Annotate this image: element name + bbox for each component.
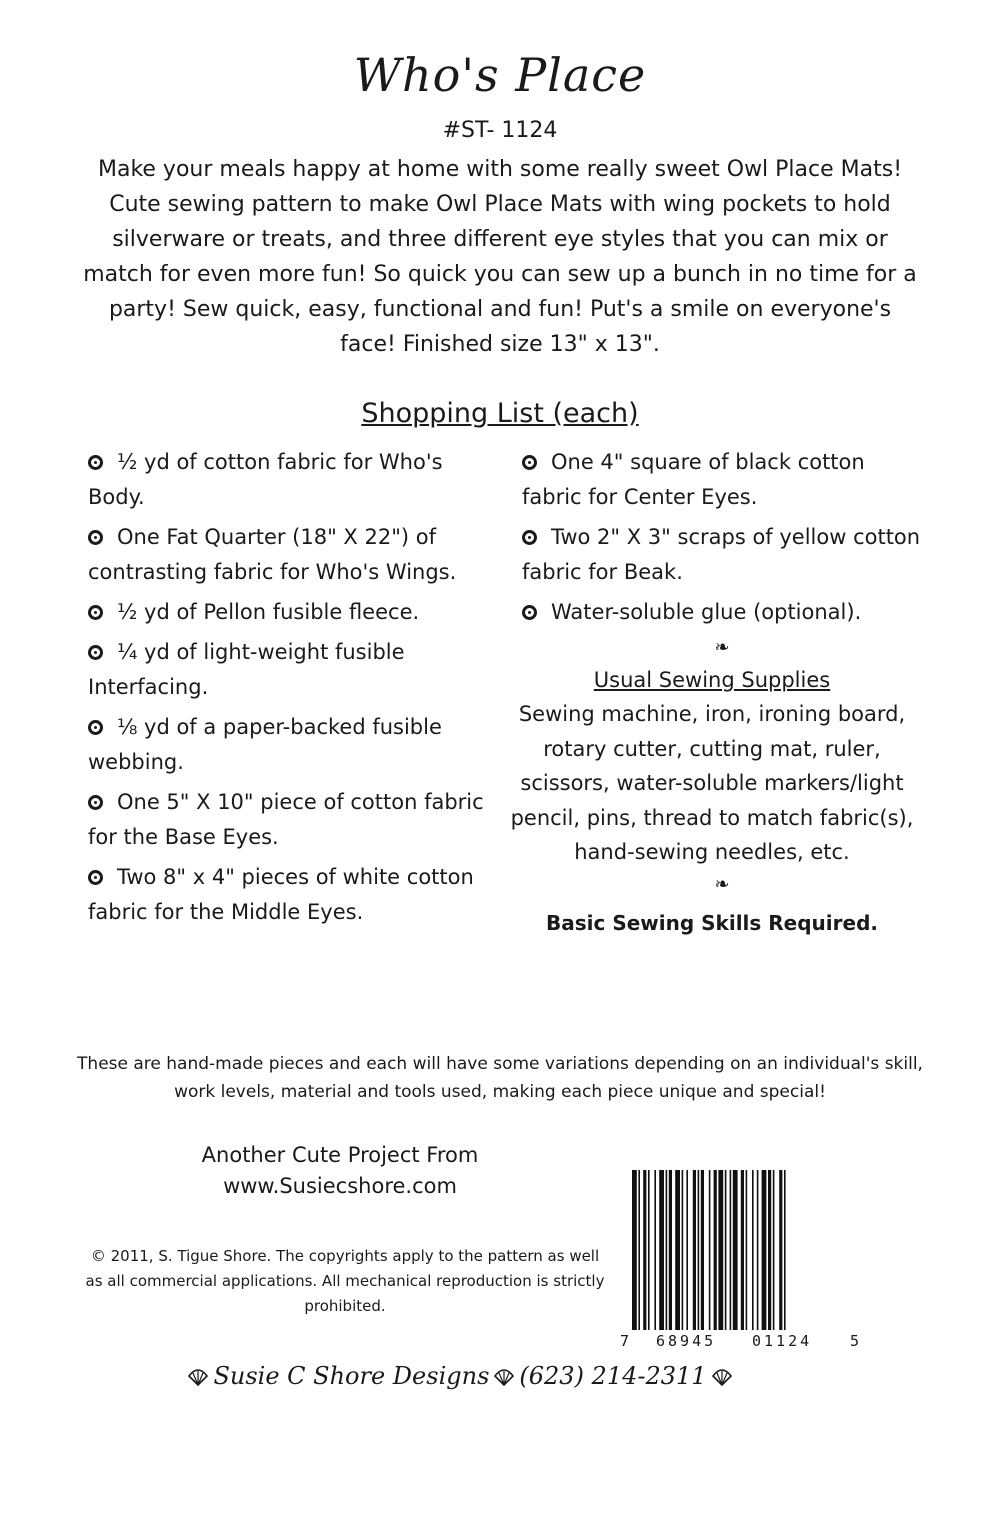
list-item [522, 445, 922, 515]
barcode-bar [675, 1170, 680, 1330]
barcode-bar [666, 1170, 668, 1330]
list-item-text: Two 8" x 4" pieces of white cotton fabric for the Middle Eyes. [88, 865, 474, 924]
barcode-bar [648, 1170, 650, 1330]
intro-description [80, 152, 920, 362]
list-item [88, 860, 488, 930]
list-item-text: ⅛ yd of a paper-backed fusible webbing. [88, 715, 442, 774]
bullet-icon [88, 455, 103, 470]
barcode-bar [773, 1170, 775, 1330]
list-item [88, 520, 488, 590]
bullet-icon [88, 530, 103, 545]
another-project [160, 1140, 520, 1202]
phone-number: (623) 214-2311 [519, 1362, 707, 1390]
barcode-bar [654, 1170, 656, 1330]
shopping-list-right [510, 445, 922, 940]
another-project-line: Another Cute Project From [201, 1143, 479, 1167]
barcode-number [620, 1332, 860, 1354]
company-name: Susie C Shore Designs [213, 1362, 490, 1390]
list-item-text: ½ yd of cotton fabric for Who's Body. [88, 450, 443, 509]
shell-icon [187, 1368, 209, 1386]
list-item [88, 635, 488, 705]
barcode-bar [669, 1170, 672, 1330]
intro-text: Make your meals happy at home with some really sweet Owl Place Mats! Cute sewing pattern to make Owl Place Mats with wing pockets to hold silverware or treats, and three different eye styles that you can mix or match for even more fun! So quick you can sew up a bunch in no time for a party! Sew quick, easy, functional and fun! Put's a smile on everyone's face! Finished size 13" x 13". [83, 157, 917, 357]
list-item-text: One 4" square of black cotton fabric for Center Eyes. [522, 450, 865, 509]
bullet-icon [88, 605, 103, 620]
copyright-notice: © 2011, S. Tigue Shore. The copyrights apply to the pattern as well as all commercial applications. All mechanical reproduction is strictly prohibited. [85, 1247, 605, 1315]
barcode-bar [752, 1170, 754, 1330]
barcode-bar [730, 1170, 732, 1330]
barcode-bar [746, 1170, 748, 1330]
list-item [522, 520, 922, 590]
barcode-bar [718, 1170, 723, 1330]
barcode-bar [682, 1170, 684, 1330]
supplies-heading: Usual Sewing Supplies [593, 668, 831, 692]
bullet-icon [88, 645, 103, 660]
list-item-text: One Fat Quarter (18" X 22") of contrasting fabric for Who's Wings. [88, 525, 457, 584]
barcode-bar [757, 1170, 759, 1330]
bullet-icon [522, 455, 537, 470]
barcode-bar [701, 1170, 704, 1330]
list-item-text: ¼ yd of light-weight fusible Interfacing. [88, 640, 405, 699]
flourish-icon: ❧ [714, 637, 730, 658]
barcode-bar [762, 1170, 767, 1330]
bullet-icon [88, 795, 103, 810]
barcode-group-right: 01124 [752, 1332, 813, 1350]
pattern-number: #ST- 1124 [442, 118, 558, 143]
shopping-list-heading: Shopping List (each) [361, 398, 639, 429]
website-link[interactable]: www.Susiecshore.com [223, 1174, 457, 1198]
barcode-bar [686, 1170, 688, 1330]
shell-icon [711, 1368, 733, 1386]
list-item-text: ½ yd of Pellon fusible fleece. [117, 600, 420, 624]
barcode-bar [733, 1170, 738, 1330]
barcode-digit-first: 7 [620, 1332, 630, 1350]
list-item-text: Two 2" X 3" scraps of yellow cotton fabric for Beak. [522, 525, 921, 584]
page-title: Who's Place [353, 48, 647, 102]
shell-icon [493, 1368, 515, 1386]
list-item [88, 595, 488, 630]
supplies-text: Sewing machine, iron, ironing board, rotary cutter, cutting mat, ruler, scissors, water-soluble markers/light pencil, pins, thread to match fabric(s), hand-sewing needles, etc. [510, 702, 914, 864]
skills-note: Basic Sewing Skills Required. [546, 910, 878, 935]
barcode-bar [643, 1170, 646, 1330]
list-item-text: Water-soluble glue (optional). [551, 600, 862, 624]
barcode-bar [768, 1170, 771, 1330]
bullet-icon [88, 870, 103, 885]
list-item [88, 785, 488, 855]
barcode-group-left: 68945 [656, 1332, 717, 1350]
barcode-bars [620, 1170, 860, 1340]
bullet-icon [522, 605, 537, 620]
barcode-bar [714, 1170, 717, 1330]
bullet-icon [522, 530, 537, 545]
shopping-list-left [88, 445, 488, 935]
company-footer [170, 1362, 750, 1390]
barcode-bar [779, 1170, 782, 1330]
barcode-bar [698, 1170, 700, 1330]
list-item [88, 710, 488, 780]
flourish-icon: ❧ [714, 873, 730, 895]
list-item-text: One 5" X 10" piece of cotton fabric for the Base Eyes. [88, 790, 484, 849]
barcode-bar [784, 1170, 786, 1330]
barcode-bar [725, 1170, 727, 1330]
barcode-bar [659, 1170, 664, 1330]
barcode-bar [709, 1170, 711, 1330]
handmade-disclaimer: These are hand-made pieces and each will have some variations depending on an individual's skill, work levels, material and tools used, making each piece unique and special! [77, 1054, 923, 1102]
list-item [522, 595, 922, 630]
bullet-icon [88, 720, 103, 735]
barcode-bar [741, 1170, 744, 1330]
barcode-bar [632, 1170, 637, 1330]
barcode [620, 1170, 860, 1370]
barcode-bar [638, 1170, 640, 1330]
barcode-digit-last: 5 [850, 1332, 860, 1350]
list-item [88, 445, 488, 515]
barcode-bar [693, 1170, 696, 1330]
